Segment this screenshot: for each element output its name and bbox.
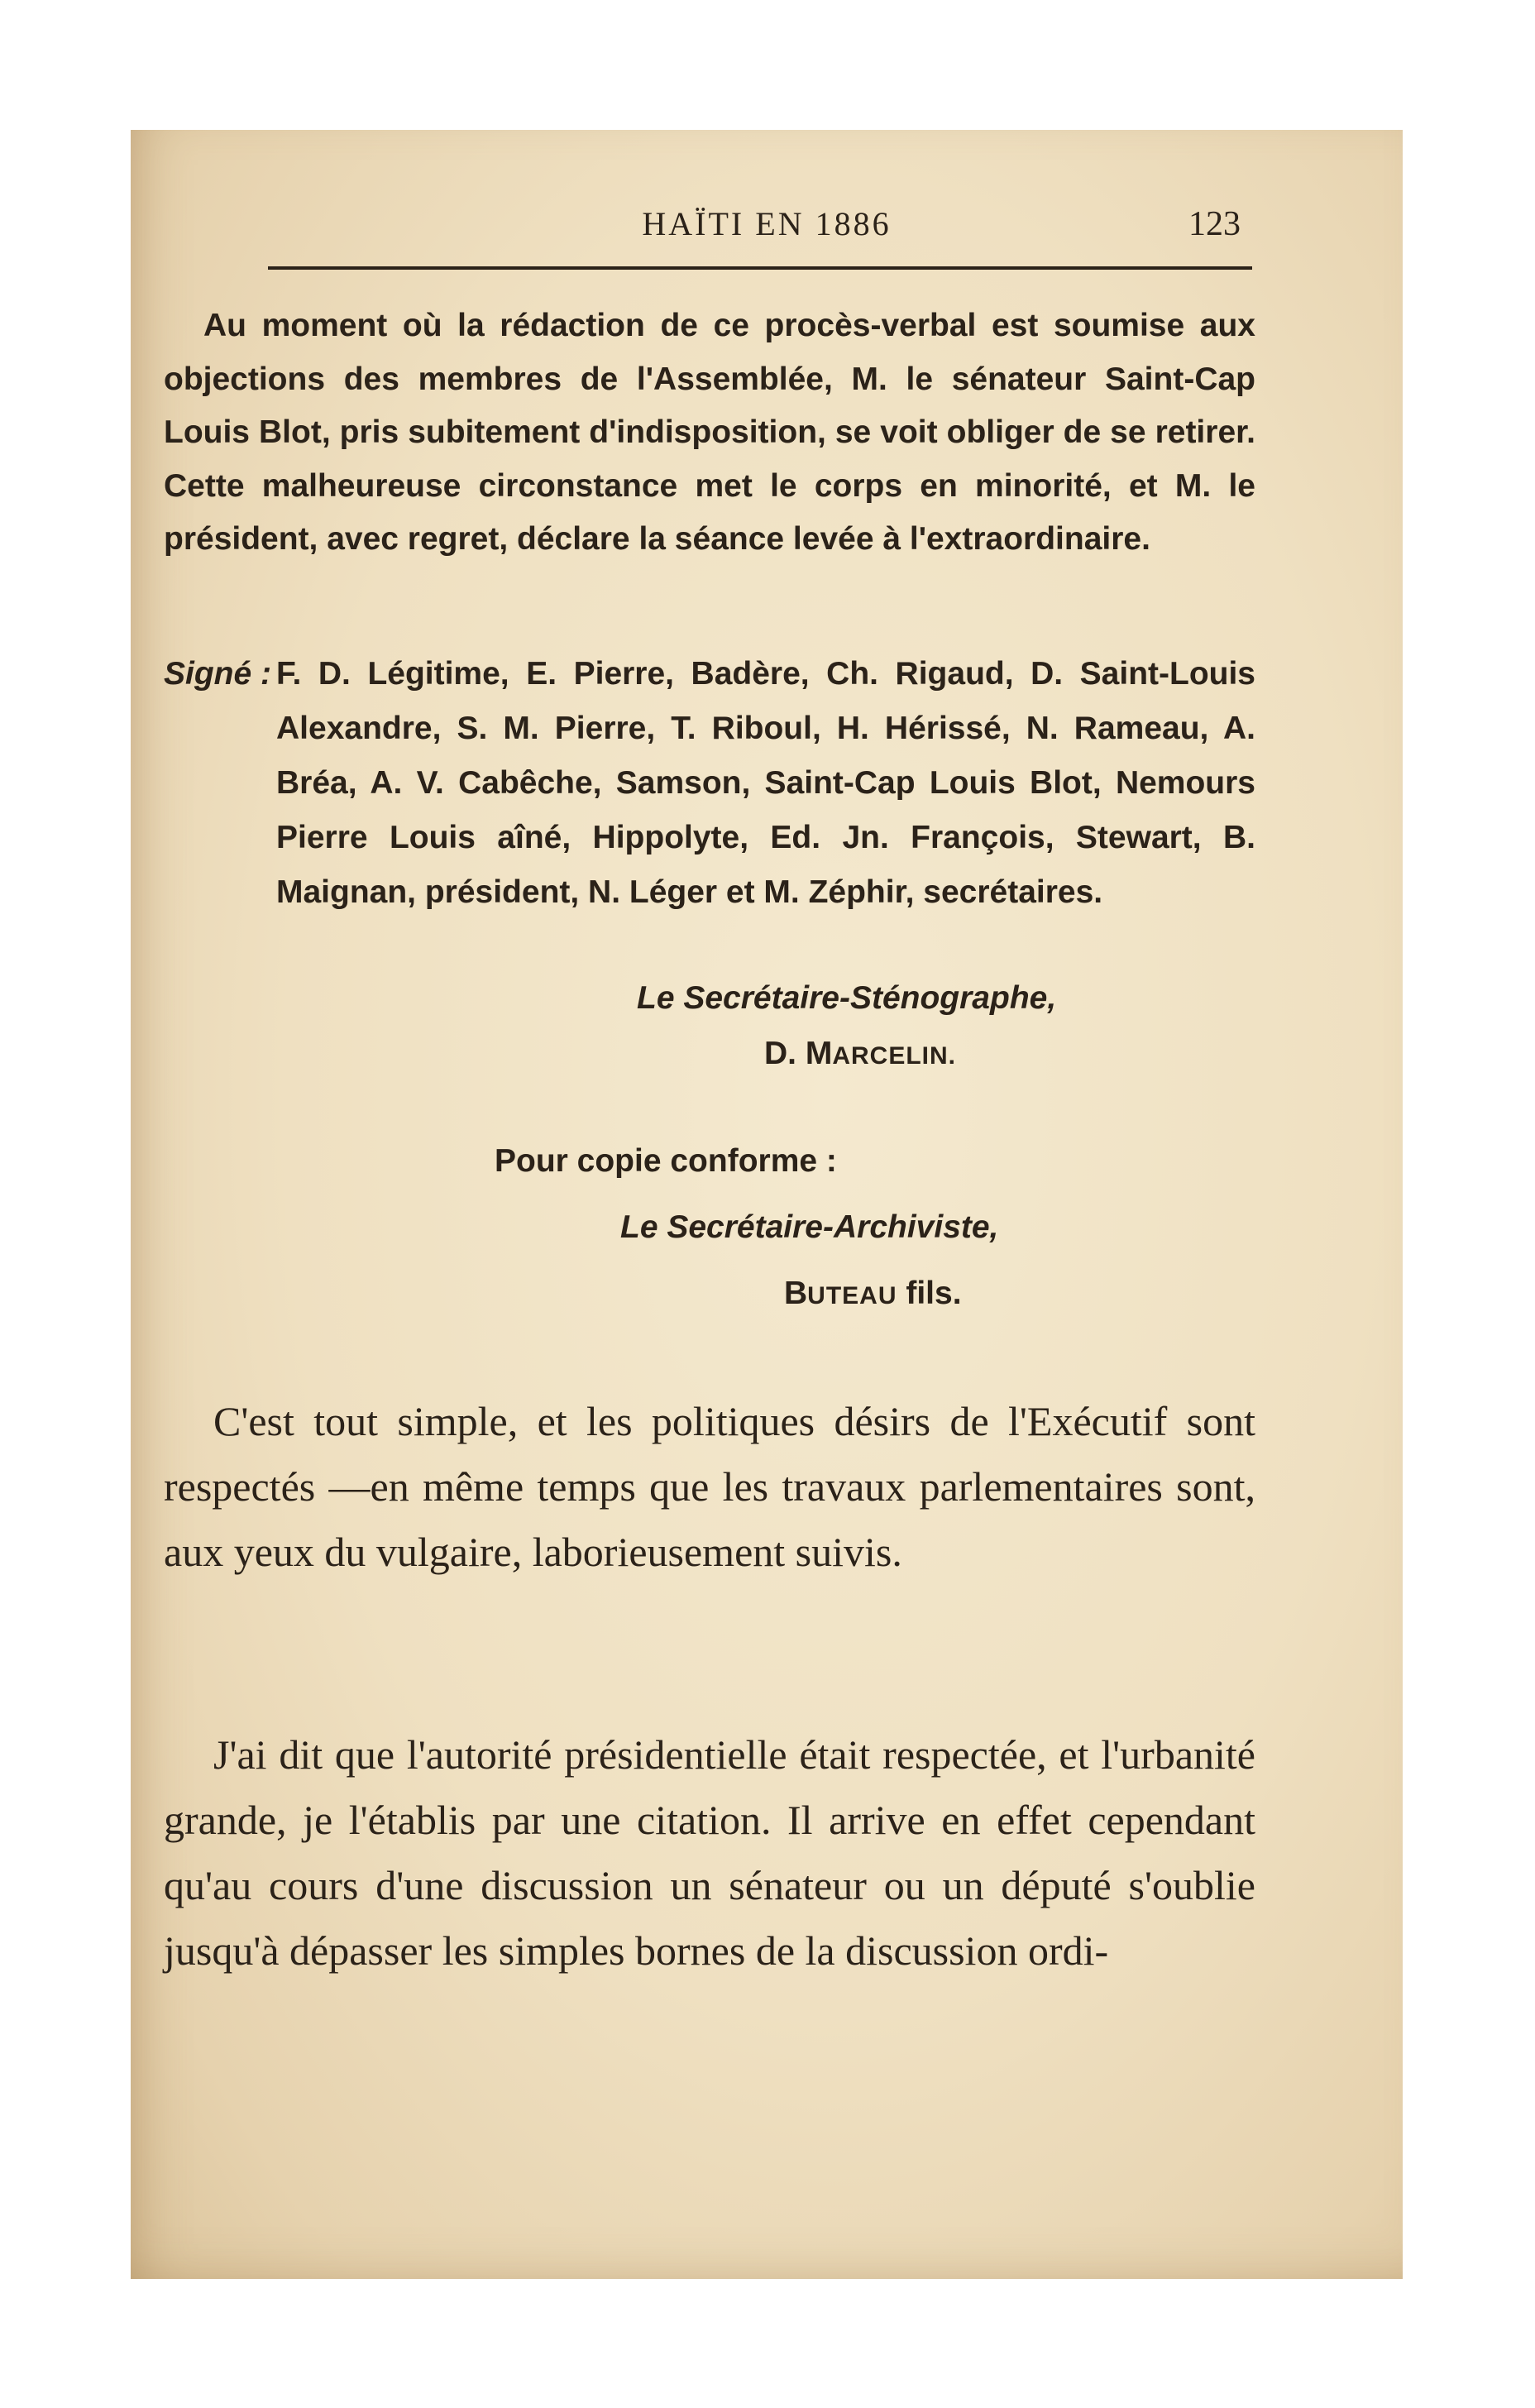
stenographer-name-initial: D. M xyxy=(764,1036,833,1071)
paragraph-presidential-authority xyxy=(164,1722,1255,1984)
paragraph-1-text: Au moment où la rédaction de ce procès-verbal est soumise aux objections des membres de l'Assemblée, M. le sénateur Saint-Cap Louis Blot, pris subitement d'indisposition, se voit obliger de se retirer. Cette malheureuse circonstance met le corps en minorité, et M. le président, avec regret, déclare la séance levée à l'extraordinaire. xyxy=(164,308,1255,557)
page-number: 123 xyxy=(1188,205,1241,243)
paragraph-4-text: J'ai dit que l'autorité présidentielle était respectée, et l'urbanité grande, je l'établis par une citation. Il arrive en effet cependant qu'au cours d'une discussion un sénateur ou un député s'oublie jusqu'à dépasser les simples bornes de la discussion ordi- xyxy=(164,1731,1255,1974)
archivist-name-initial: B xyxy=(784,1276,808,1311)
paragraph-minutes-closing xyxy=(164,299,1255,567)
header-rule xyxy=(268,266,1252,270)
page-header xyxy=(131,204,1403,254)
paragraph-3-text: C'est tout simple, et les politiques désirs de l'Exécutif sont respectés —en même temps que les travaux parlementaires sont, aux yeux du vulgaire, laborieusement suivis. xyxy=(164,1398,1255,1575)
running-title: HAÏTI EN 1886 xyxy=(642,205,892,242)
paragraph-executive-wishes xyxy=(164,1389,1255,1585)
archivist-name xyxy=(784,1276,962,1312)
archivist-title: Le Secrétaire-Archiviste, xyxy=(620,1209,999,1245)
stenographer-name-rest: ARCELIN. xyxy=(832,1042,956,1070)
archivist-name-rest: UTEAU xyxy=(807,1282,897,1309)
stenographer-title: Le Secrétaire-Sténographe, xyxy=(637,980,1057,1016)
book-page xyxy=(131,130,1403,2279)
stenographer-name xyxy=(764,1036,956,1072)
signatories-list: F. D. Légitime, E. Pierre, Badère, Ch. Rigaud, D. Saint-Louis Alexandre, S. M. Pierre, T. Riboul, H. Hérissé, N. Rameau, A. Bréa, A. V. Cabêche, Samson, Saint-Cap Louis Blot, Nemours Pierre Louis aîné, Hippolyte, Ed. Jn. François, Stewart, B. Maignan, président, N. Léger et M. Zéphir, secrétaires. xyxy=(276,656,1255,910)
signed-label: Signé : xyxy=(164,656,272,692)
signatories-block xyxy=(164,647,1255,920)
archivist-name-suffix: fils. xyxy=(897,1276,962,1311)
copy-note: Pour copie conforme : xyxy=(495,1143,837,1179)
